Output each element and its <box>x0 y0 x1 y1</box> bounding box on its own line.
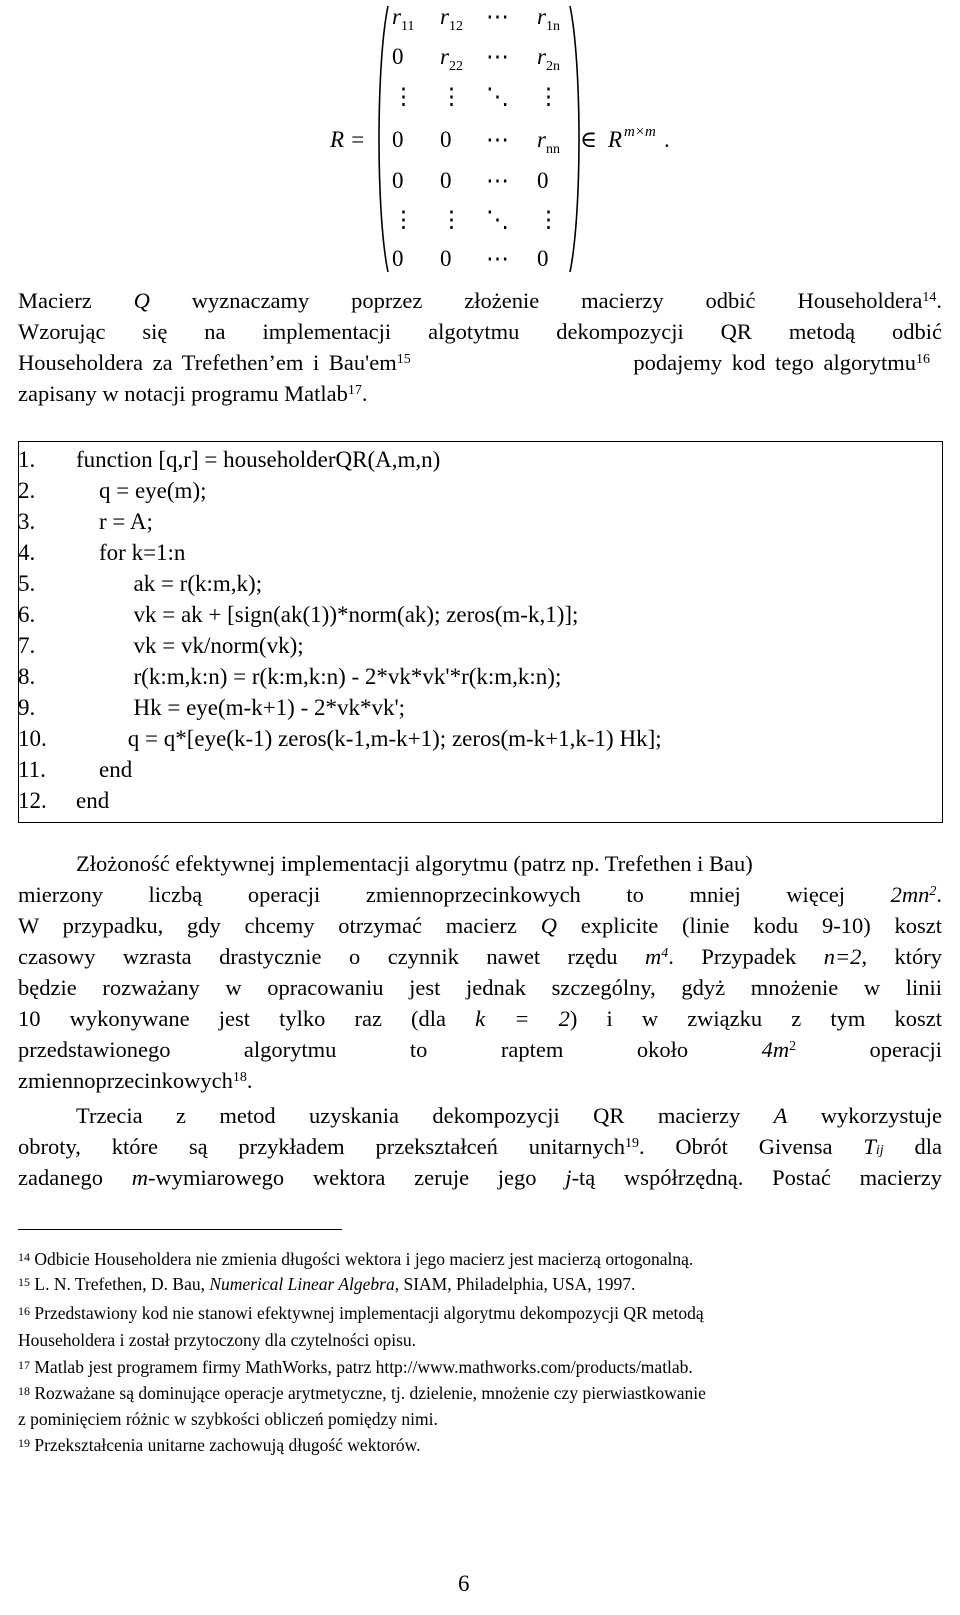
matrix-cell: ⋮ <box>392 84 415 109</box>
code-line-text: end <box>76 788 110 813</box>
matrix-cell: $r_{12}$ <box>440 4 463 34</box>
matrix-space-dim: m×m <box>624 124 656 140</box>
paragraph-3-line-3: zadanego m-wymiarowego wektora zeruje jego j-tą współrzędną. Postać macierzy <box>18 1165 943 1190</box>
code-line-number: 6. <box>18 602 36 627</box>
matrix-cell: 0 <box>537 168 549 193</box>
paragraph-3-line-2: obroty, które są przykładem przekształceń unitarnych$^{19}$. Obrót Givensa Tij dla <box>18 1134 943 1159</box>
code-line-text: r(k:m,k:n) = r(k:m,k:n) - 2*vk*vk'*r(k:m,k:n); <box>76 664 562 689</box>
matrix-cell: 0 <box>537 246 549 271</box>
code-line-number: 11. <box>18 757 46 782</box>
paragraph-2-line-1: Złożoność efektywnej implementacji algorytmu (patrz np. Trefethen i Bau) <box>76 851 753 876</box>
footnote-15: $^{15}$ L. N. Trefethen, D. Bau, Numerical Linear Algebra, SIAM, Philadelphia, USA, 1997. <box>18 1274 636 1294</box>
paragraph-3-line-1: Trzecia z metod uzyskania dekompozycji QR macierzy A wykorzystuje <box>76 1103 943 1128</box>
paragraph-2-line-6: 10 wykonywane jest tylko raz (dla k = 2) i w związku z tym koszt <box>18 1006 943 1031</box>
code-line-number: 2. <box>18 478 36 503</box>
matrix-cell: ⋱ <box>486 84 509 109</box>
code-line-number: 5. <box>18 571 36 596</box>
paragraph-2-line-3: W przypadku, gdy chcemy otrzymać macierz Q explicite (linie kodu 9-10) koszt <box>18 913 942 938</box>
matrix-cell: 0 <box>440 127 452 152</box>
code-line-number: 7. <box>18 633 36 658</box>
left-parenthesis <box>372 4 392 274</box>
code-line-number: 1. <box>18 447 36 472</box>
code-line-number: 8. <box>18 664 36 689</box>
code-line <box>18 662 561 692</box>
code-line <box>18 569 262 599</box>
code-line-text: r = A; <box>76 509 153 534</box>
matrix-cell: 0 <box>392 44 404 69</box>
matrix-cell: $r_{nn}$ <box>537 127 560 157</box>
footnote-ref-16[interactable]: 16 <box>916 352 930 367</box>
matrix-cell: ⋮ <box>392 207 415 232</box>
matrix-cell: ⋯ <box>486 168 509 193</box>
code-line-text: q = q*[eye(k-1) zeros(k-1,m-k+1); zeros(m-k+1,k-1) Hk]; <box>76 726 662 751</box>
footnote-ref-19[interactable]: 19 <box>624 1136 639 1151</box>
paragraph-2-line-8: zmiennoprzecinkowych$^{18}$. <box>18 1068 253 1093</box>
footnote-14: $^{14}$ Odbicie Householdera nie zmienia długości wektora i jego macierz jest macierzą ortogonalną. <box>18 1249 694 1269</box>
footnote-16-cont: Householdera i został przytoczony dla czytelności opisu. <box>18 1330 417 1350</box>
matrix-cell: 0 <box>440 246 452 271</box>
paragraph-2-line-7: przedstawionego algorytmu to raptem około $4m^2$ operacji <box>18 1037 943 1062</box>
matrix-cell: 0 <box>440 168 452 193</box>
matrix-cell: ⋯ <box>486 4 509 29</box>
code-line-number: 12. <box>18 788 47 813</box>
element-of-symbol: ∈ <box>580 127 598 152</box>
code-line-number: 4. <box>18 540 36 565</box>
matrix-space: R <box>608 127 623 152</box>
paragraph-2-line-2: mierzony liczbą operacji zmiennoprzecinkowych to mniej więcej $2mn^2$. <box>18 882 942 907</box>
code-line-text: Hk = eye(m-k+1) - 2*vk*vk'; <box>76 695 406 720</box>
code-line <box>18 786 109 816</box>
matrix-cell: ⋮ <box>440 84 463 109</box>
footnote-separator <box>18 1229 342 1230</box>
matrix-cell: $r_{11}$ <box>392 4 415 34</box>
matrix-period: . <box>664 127 670 152</box>
code-line <box>18 445 440 475</box>
footnote-17: $^{17}$ Matlab jest programem firmy MathWorks, patrz http://www.mathworks.com/products/matlab. <box>18 1357 693 1377</box>
matrix-cell: ⋮ <box>537 84 560 109</box>
matrix-cell: ⋯ <box>486 44 509 69</box>
matrix-cell: 0 <box>392 246 404 271</box>
matrix-cell: ⋮ <box>537 207 560 232</box>
code-line-text: ak = r(k:m,k); <box>76 571 263 596</box>
code-line-text: vk = ak + [sign(ak(1))*norm(ak); zeros(m-k,1)]; <box>76 602 579 627</box>
code-line-text: end <box>76 757 133 782</box>
matrix-cell: ⋯ <box>486 246 509 271</box>
code-line-number: 10. <box>18 726 47 751</box>
matrix-cell: ⋮ <box>440 207 463 232</box>
code-line <box>18 631 304 661</box>
footnote-ref-15[interactable]: 15 <box>396 352 411 367</box>
code-line-text: function [q,r] = householderQR(A,m,n) <box>76 447 441 472</box>
footnote-16: $^{16}$ Przedstawiony kod nie stanowi efektywnej implementacji algorytmu dekompozycji QR metodą <box>18 1303 704 1323</box>
code-line <box>18 693 405 723</box>
code-line-number: 3. <box>18 509 36 534</box>
matrix-cell: $r_{1n}$ <box>537 4 560 34</box>
paragraph-1-line-1: Macierz Q wyznaczamy poprzez złożenie macierzy odbić Householdera$^{14}$. <box>18 288 943 313</box>
matrix-lhs: R = <box>330 127 366 152</box>
matrix-cell: ⋱ <box>486 207 509 232</box>
code-line <box>18 538 185 568</box>
footnote-18-cont: z pominięciem różnic w szybkości obliczeń pomiędzy nimi. <box>18 1409 438 1429</box>
paragraph-2-line-5: będzie rozważany w opracowaniu jest jednak szczególny, gdyż mnożenie w linii <box>18 975 942 1000</box>
code-line-number: 9. <box>18 695 36 720</box>
matrix-cell: $r_{2n}$ <box>537 44 560 74</box>
footnote-ref-17[interactable]: 17 <box>347 383 362 398</box>
page-number: 6 <box>458 1571 470 1596</box>
paragraph-1-line-3: Householdera za Trefethen’em i $Bau'em^{15}$ podajemy kod tego algorytmu$^{16}$ <box>18 350 930 375</box>
paragraph-2-line-4: czasowy wzrasta drastycznie o czynnik nawet rzędu $m^4$. Przypadek n=2, który <box>18 944 943 969</box>
footnote-19: $^{19}$ Przekształcenia unitarne zachowują długość wektorów. <box>18 1435 421 1455</box>
footnote-ref-14[interactable]: 14 <box>922 290 937 305</box>
code-line-text: for k=1:n <box>76 540 186 565</box>
matrix-cell: ⋯ <box>486 127 509 152</box>
code-line <box>18 476 207 506</box>
code-line <box>18 755 132 785</box>
matrix-cell: 0 <box>392 127 404 152</box>
matrix-cell: $r_{22}$ <box>440 44 463 74</box>
paragraph-1-line-2: Wzorując się na implementacji algotytmu dekompozycji QR metodą odbić <box>18 319 943 344</box>
code-line <box>18 600 578 630</box>
code-line-text: q = eye(m); <box>76 478 207 503</box>
footnote-ref-18[interactable]: 18 <box>232 1070 247 1085</box>
paragraph-1-line-4: zapisany w notacji programu Matlab$^{17}$. <box>18 381 368 406</box>
code-line <box>18 507 153 537</box>
matrix-cell: 0 <box>392 168 404 193</box>
code-line-text: vk = vk/norm(vk); <box>76 633 304 658</box>
code-line <box>18 724 662 754</box>
footnote-18: $^{18}$ Rozważane są dominujące operacje arytmetyczne, tj. dzielenie, mnożenie czy pierwiastkowanie <box>18 1383 706 1403</box>
